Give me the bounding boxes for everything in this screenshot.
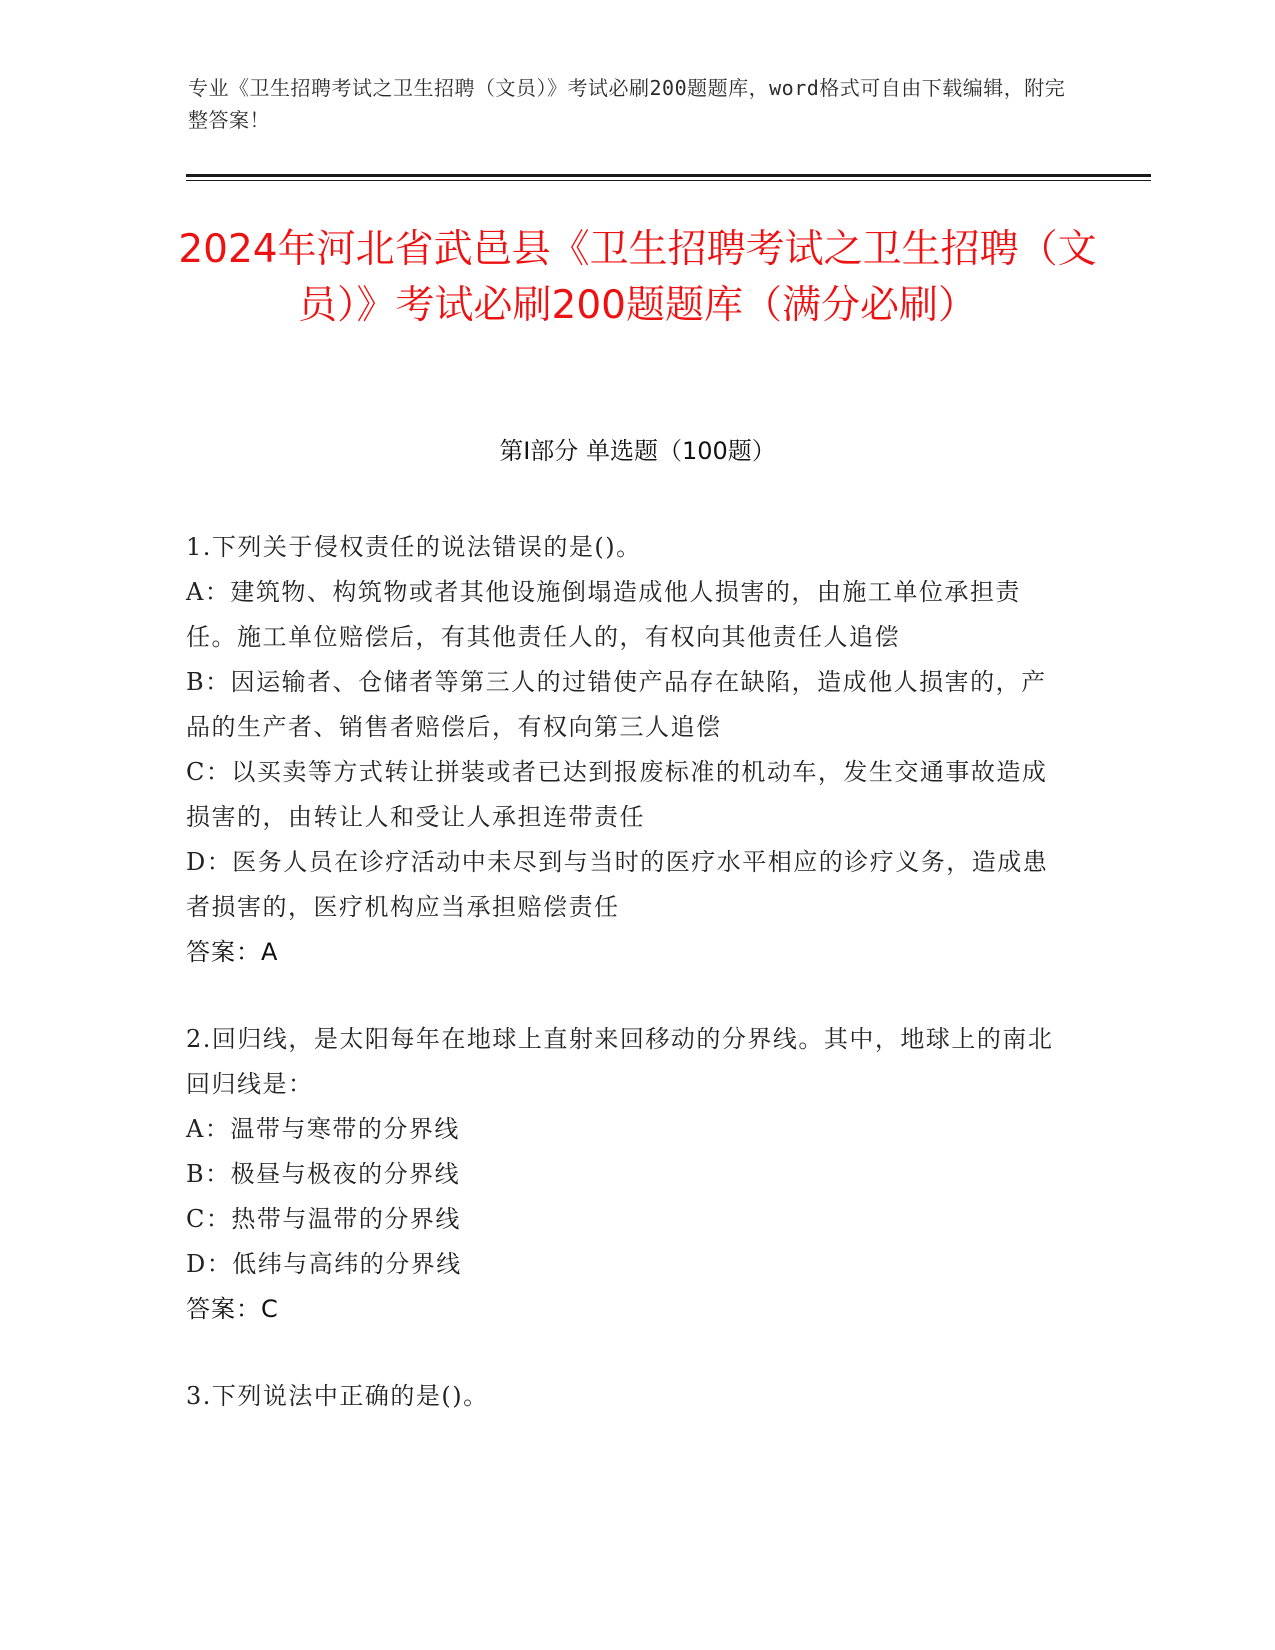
question-2 bbox=[186, 1017, 1066, 1332]
header-note: 专业《卫生招聘考试之卫生招聘（文员）》考试必刷200题题库，word格式可自由下载编辑，附完整答案！ bbox=[188, 76, 1066, 132]
option-a: A：建筑物、构筑物或者其他设施倒塌造成他人损害的，由施工单位承担责任。施工单位赔偿后，有其他责任人的，有权向其他责任人追偿 bbox=[186, 578, 1021, 651]
question-stem: 3.下列说法中正确的是()。 bbox=[186, 1382, 489, 1410]
document-title: 2024年河北省武邑县《卫生招聘考试之卫生招聘（文员）》考试必刷200题题库（满分必刷） bbox=[178, 227, 1097, 328]
question-1 bbox=[186, 525, 1066, 975]
section-heading: 第Ⅰ部分 单选题（100题） bbox=[499, 437, 776, 465]
question-stem: 1.下列关于侵权责任的说法错误的是()。 bbox=[186, 533, 642, 561]
header-divider bbox=[186, 174, 1151, 177]
header-divider-thin bbox=[186, 180, 1151, 181]
question-3 bbox=[186, 1374, 1066, 1419]
option-c: C：以买卖等方式转让拼装或者已达到报废标准的机动车，发生交通事故造成损害的，由转让人和受让人承担连带责任 bbox=[186, 758, 1048, 831]
option-b: B：极昼与极夜的分界线 bbox=[186, 1160, 461, 1188]
question-list bbox=[186, 525, 1066, 1461]
question-stem: 2.回归线，是太阳每年在地球上直射来回移动的分界线。其中，地球上的南北回归线是： bbox=[186, 1025, 1054, 1098]
option-d: D：低纬与高纬的分界线 bbox=[186, 1250, 462, 1278]
option-a: A：温带与寒带的分界线 bbox=[186, 1115, 460, 1143]
option-d: D：医务人员在诊疗活动中未尽到与当时的医疗水平相应的诊疗义务，造成患者损害的，医疗机构应当承担赔偿责任 bbox=[186, 848, 1049, 921]
answer-label: 答案：A bbox=[186, 938, 279, 966]
option-b: B：因运输者、仓储者等第三人的过错使产品存在缺陷，造成他人损害的，产品的生产者、销售者赔偿后，有权向第三人追偿 bbox=[186, 668, 1047, 741]
option-c: C：热带与温带的分界线 bbox=[186, 1205, 461, 1233]
answer-label: 答案：C bbox=[186, 1295, 279, 1323]
